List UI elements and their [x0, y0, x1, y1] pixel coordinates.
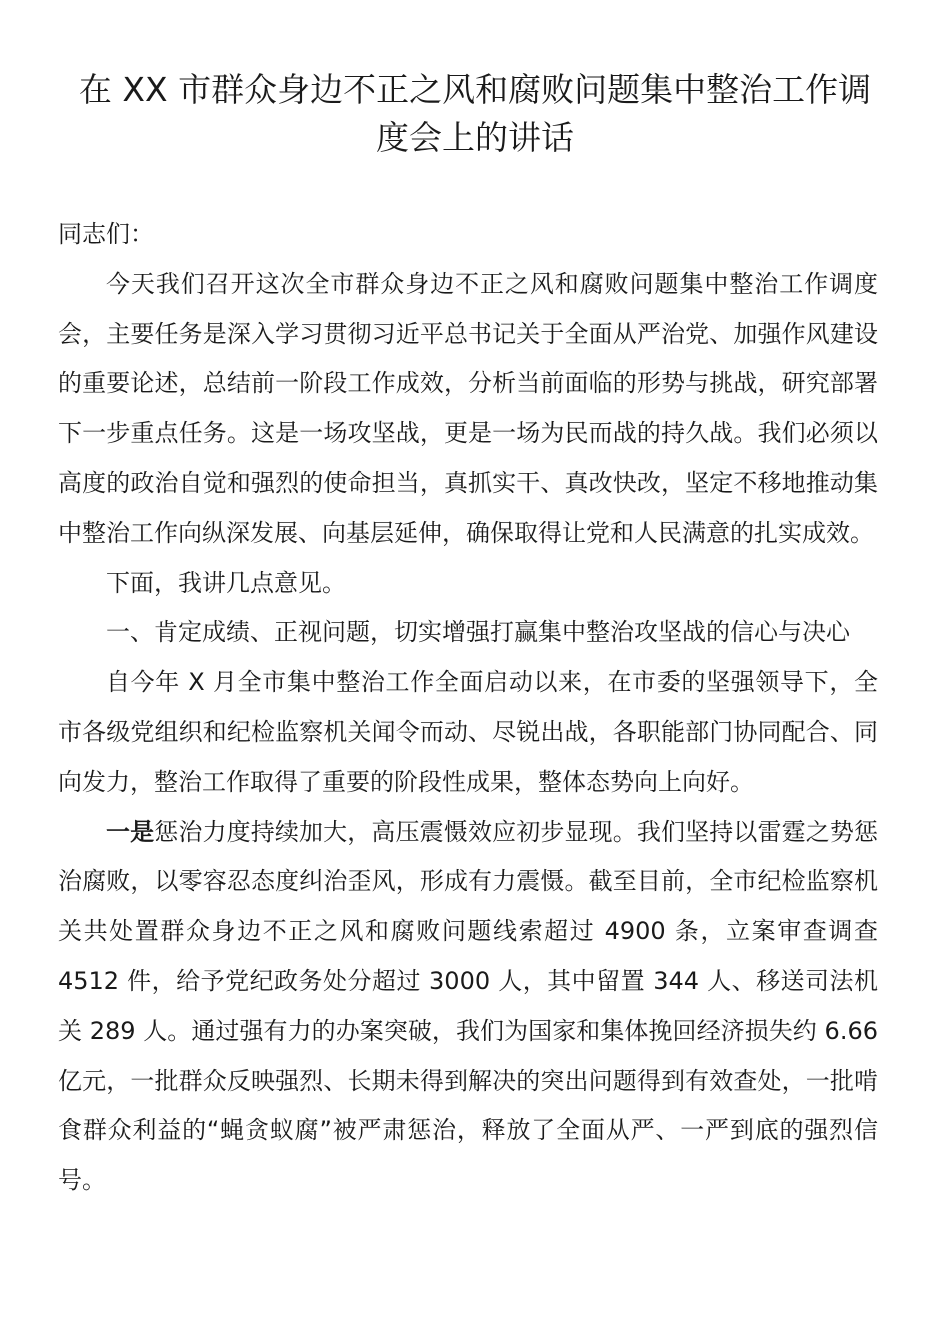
document-body — [58, 210, 878, 1206]
salutation: 同志们： — [58, 220, 154, 248]
point-lead-label: 一是 — [106, 817, 155, 846]
paragraph-achievements: 自今年 X 月全市集中整治工作全面启动以来，在市委的坚强领导下，全市各级党组织和纪检监察机关闻令而动、尽锐出战，各职能部门协同配合、同向发力，整治工作取得了重要的阶段性成果，整体态势向上向好。 — [58, 668, 878, 796]
section-heading-1: 一、肯定成绩、正视问题，切实增强打赢集中整治攻坚战的信心与决心 — [106, 618, 850, 647]
document-title: 在 XX 市群众身边不正之风和腐败问题集中整治工作调度会上的讲话 — [78, 70, 872, 157]
paragraph-intro: 下面，我讲几点意见。 — [106, 568, 346, 597]
point-one-text: 惩治力度持续加大，高压震慑效应初步显现。我们坚持以雷霆之势惩治腐败，以零容忍态度纠治歪风，形成有力震慑。截至目前，全市纪检监察机关共处置群众身边不正之风和腐败问题线索超过 4900 条，立案审查调查 4512 件，给予党纪政务处分超过 3000 人，其中留置 344 人、移送司法机关 289 人。通过强有力的办案突破，我们为国家和集体挽回经济损失约 6.66 亿元，一批群众反映强烈、长期未得到解决的突出问题得到有效查处，一批啃食群众利益的“蝇贪蚁腐”被严肃惩治，释放了全面从严、一严到底的强烈信号。 — [58, 817, 879, 1195]
paragraph-point-one — [58, 808, 878, 1206]
paragraph-opening: 今天我们召开这次全市群众身边不正之风和腐败问题集中整治工作调度会，主要任务是深入学习贯彻习近平总书记关于全面从严治党、加强作风建设的重要论述，总结前一阶段工作成效，分析当前面临的形势与挑战，研究部署下一步重点任务。这是一场攻坚战，更是一场为民而战的持久战。我们必须以高度的政治自觉和强烈的使命担当，真抓实干、真改快改，坚定不移地推动集中整治工作向纵深发展、向基层延伸，确保取得让党和人民满意的扎实成效。 — [58, 269, 878, 547]
